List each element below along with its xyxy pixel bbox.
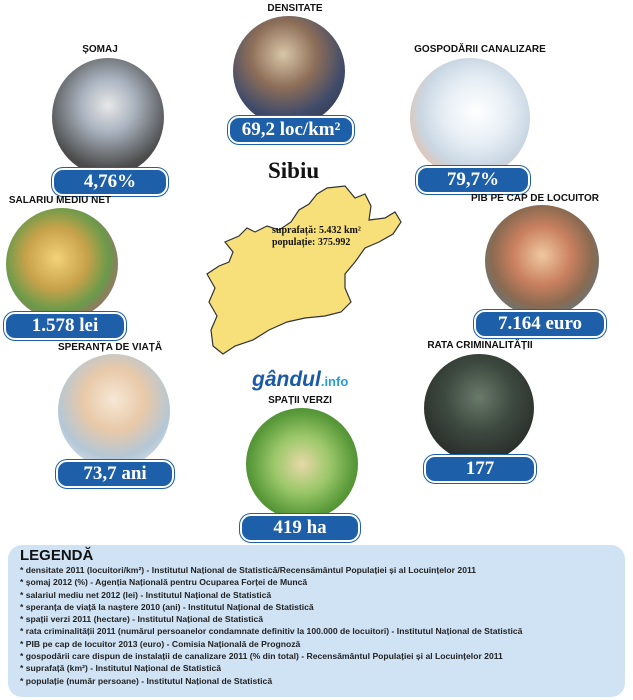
map-title: Sibiu — [268, 158, 320, 183]
county-map — [195, 170, 425, 370]
stat-value-criminalitate: 177 — [424, 455, 536, 483]
stat-value-densitate: 69,2 loc/km² — [228, 116, 354, 144]
gandul-logo: gândul.info — [252, 368, 349, 391]
area-label: suprafață: 5.432 km² — [272, 225, 361, 236]
jobboard-photo — [52, 58, 164, 176]
legend-item: * spații verzi 2011 (hectare) - Institutul Național de Statistică — [20, 614, 264, 625]
stat-title-criminalitate: RATA CRIMINALITĂȚII — [427, 340, 533, 351]
family-photo — [58, 354, 170, 468]
stat-value-pib: 7.164 euro — [474, 310, 606, 338]
stat-title-densitate: DENSITATE — [267, 3, 323, 14]
stat-value-salariu: 1.578 lei — [4, 312, 126, 340]
legend-item: * suprafață (km²) - Institutul Național de Statistică — [20, 663, 222, 674]
legend-item: * salariul mediu net 2012 (lei) - Institutul Național de Statistică — [20, 589, 272, 600]
stat-title-verzi: SPAȚII VERZI — [268, 395, 332, 406]
stat-title-canalizare: GOSPODĂRII CANALIZARE — [414, 44, 546, 55]
stat-title-salariu: SALARIU MEDIU NET — [8, 195, 112, 206]
stat-title-pib: PIB PE CAP DE LOCUITOR — [471, 193, 599, 204]
euro-notes-photo — [485, 205, 599, 317]
legend-item: * speranța de viață la naștere 2010 (ani) - Institutul Național de Statistică — [20, 601, 314, 612]
legend-list — [20, 564, 522, 687]
stat-value-canalizare: 79,7% — [416, 166, 530, 194]
stat-value-speranta: 73,7 ani — [56, 460, 174, 488]
stat-title-somaj: ȘOMAJ — [82, 44, 118, 55]
banknotes-photo — [6, 208, 118, 320]
crowd-photo — [233, 16, 345, 126]
legend-title: LEGENDĂ — [20, 547, 94, 564]
legend-item: * gospodării care dispun de instalații de canalizare 2011 (% din total) - Recensământul Populației și al Locuințelor 2011 — [20, 651, 503, 662]
legend-item: * densitate 2011 (locuitori/km²) - Institutul Național de Statistică/Recensământul Populației și al Locuințelor 2011 — [20, 565, 477, 575]
stat-value-verzi: 419 ha — [240, 514, 360, 542]
faucet-photo — [410, 58, 530, 178]
legend-item: * populație (număr persoane) - Institutul Național de Statistică — [20, 675, 273, 686]
woman-dog-photo — [246, 408, 358, 520]
stat-title-speranta: SPERANȚA DE VIAȚĂ — [57, 342, 163, 353]
population-label: populație: 375.992 — [272, 237, 351, 248]
legend-item: * șomaj 2012 (%) - Agenția Națională pentru Ocuparea Forței de Muncă — [20, 577, 308, 588]
legend-box — [8, 545, 625, 697]
legend-item: * rata criminalității 2011 (numărul persoanelor condamnate definitiv la 100.000 de locuitori) - Institutul Național de Statistică — [20, 626, 523, 637]
legend-item: * PIB pe cap de locuitor 2013 (euro) - Comisia Națională de Prognoză — [20, 638, 301, 649]
stat-value-somaj: 4,76% — [52, 168, 168, 196]
masked-thief-photo — [424, 354, 534, 462]
